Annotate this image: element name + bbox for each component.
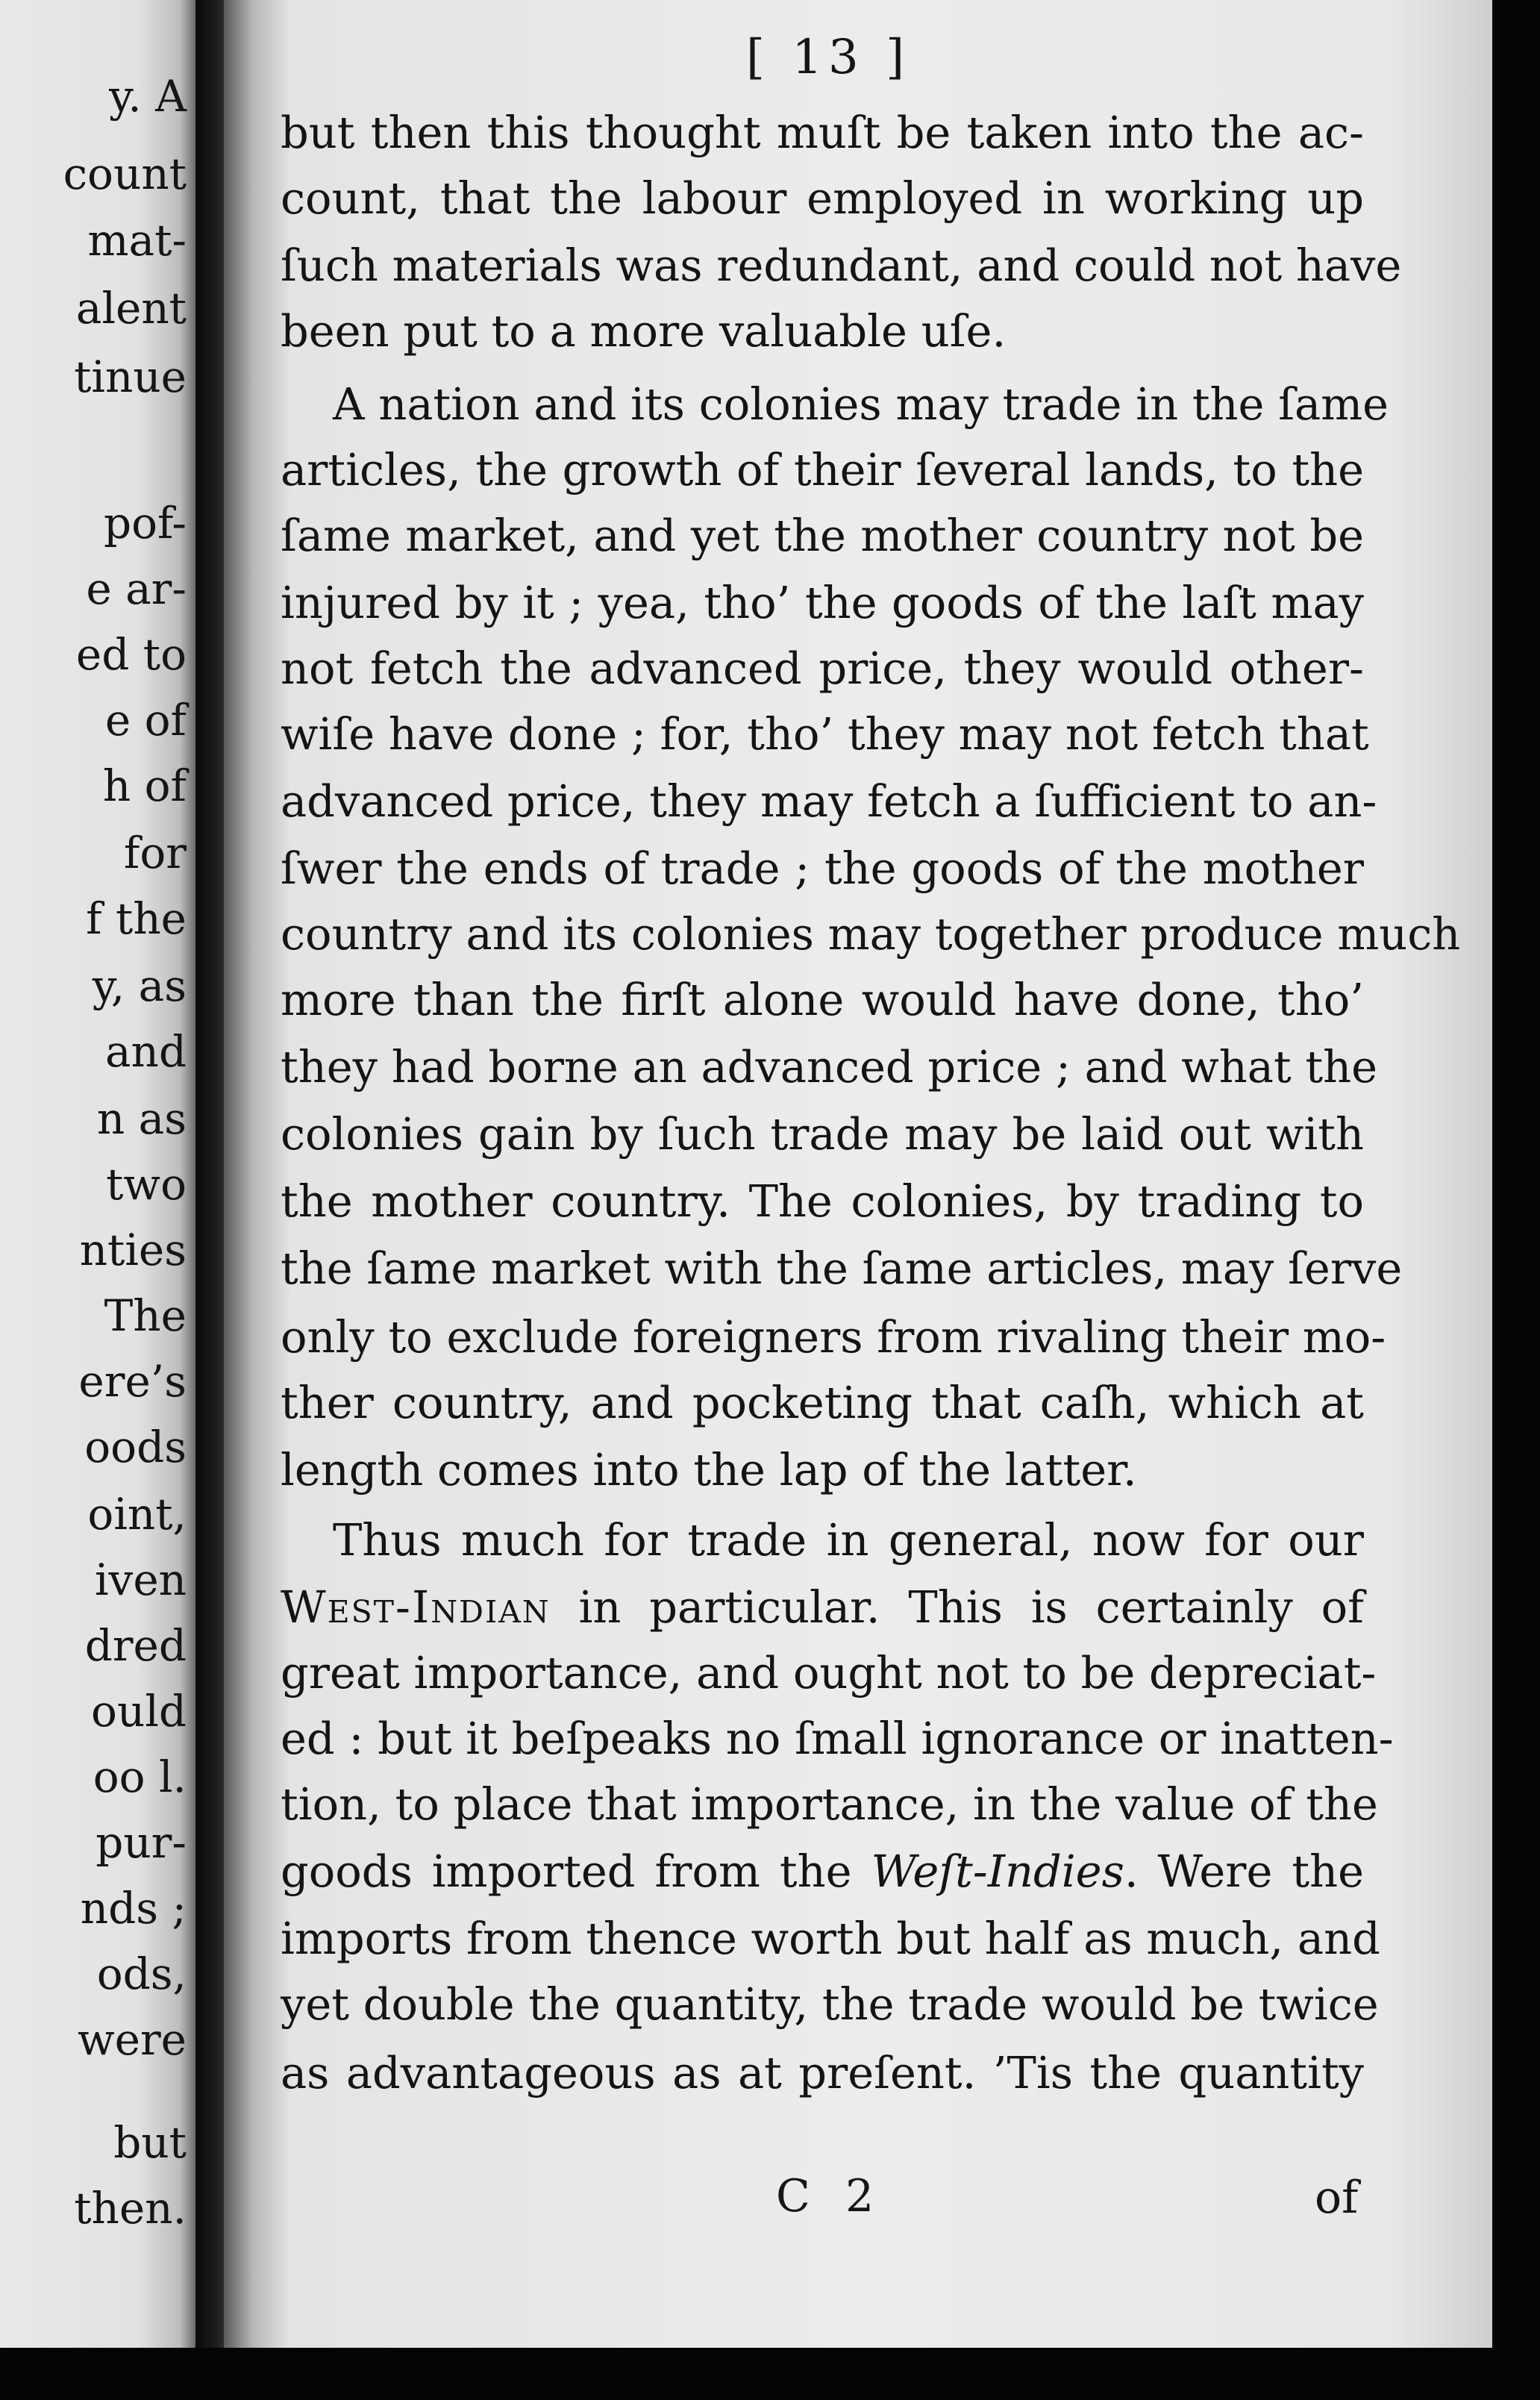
body-line: count, that the labour employed in working up: [281, 172, 1364, 224]
body-line-rest: in particular. This is certainly of: [578, 1581, 1364, 1633]
left-fragment: then.: [74, 2183, 187, 2234]
left-fragment: The: [104, 1290, 187, 1341]
left-fragment: ed to: [75, 629, 187, 680]
left-fragment: ods,: [96, 1949, 187, 1999]
left-fragment: count: [63, 149, 187, 199]
body-line: great importance, and ought not to be depreciat-: [281, 1647, 1377, 1699]
body-line: yet double the quantity, the trade would be twice: [281, 1978, 1379, 2030]
left-fragment: tinue: [74, 351, 187, 402]
signature-mark: C 2: [776, 2170, 885, 2222]
left-fragment: alent: [75, 283, 187, 334]
catchword: of: [1315, 2172, 1359, 2224]
body-line: ther country, and pocketing that caſh, which at: [281, 1377, 1364, 1428]
body-line-end: . Were the: [1124, 1846, 1364, 1897]
body-line: imports from thence worth but half as much, and: [281, 1913, 1380, 1964]
body-line: ſwer the ends of trade ; the goods of the mother: [281, 843, 1364, 894]
left-fragment: iven: [95, 1554, 187, 1605]
left-fragment: y. A: [109, 71, 187, 122]
left-fragment: oods: [84, 1422, 187, 1472]
left-fragment: pur-: [96, 1817, 187, 1868]
body-line: A nation and its colonies may trade in the ſame: [333, 378, 1389, 430]
left-fragment: pof-: [103, 498, 187, 549]
body-line: more than the firſt alone would have done, tho’: [281, 974, 1364, 1025]
body-line: articles, the growth of their ſeveral lands, to the: [281, 444, 1364, 496]
body-line: but then this thought muſt be taken into the ac-: [281, 107, 1364, 158]
left-facing-page: [0, 0, 195, 2348]
page-number: [ 13 ]: [746, 30, 911, 85]
body-line: ed : but it beſpeaks no ſmall ignorance or inatten-: [281, 1713, 1394, 1764]
left-fragment: f the: [86, 893, 187, 944]
body-line: been put to a more valuable uſe.: [281, 305, 1007, 357]
body-line: only to exclude foreigners from rivaling their mo-: [281, 1311, 1386, 1363]
body-line: they had borne an advanced price ; and what the: [281, 1041, 1378, 1093]
body-line: ſuch materials was redundant, and could not have: [281, 240, 1402, 291]
body-line: ſame market, and yet the mother country not be: [281, 510, 1364, 561]
body-line: not fetch the advanced price, they would other-: [281, 643, 1364, 694]
body-line: the mother country. The colonies, by trading to: [281, 1175, 1364, 1227]
body-line: length comes into the lap of the latter.: [281, 1444, 1137, 1496]
body-line: as advantageous as at preſent. ’Tis the quantity: [281, 2047, 1364, 2099]
left-fragment: ere’s: [78, 1356, 187, 1407]
body-line: wiſe have done ; for, tho’ they may not fetch that: [281, 708, 1369, 760]
left-fragment: but: [113, 2117, 187, 2168]
left-fragment: two: [106, 1159, 187, 1210]
left-fragment: nds ;: [80, 1883, 187, 1934]
body-line-start: goods imported from the: [281, 1846, 852, 1897]
body-line: the ſame market with the ſame articles, may ſerve: [281, 1243, 1403, 1294]
left-fragment: ould: [91, 1686, 187, 1737]
left-fragment: nties: [79, 1225, 187, 1275]
left-fragment: h of: [102, 760, 187, 811]
left-fragment: e ar-: [86, 563, 187, 614]
scanner-bottom-edge: [0, 2348, 1540, 2400]
body-line: advanced price, they may fetch a ſufficient to an-: [281, 775, 1377, 827]
left-fragment: for: [123, 828, 187, 878]
left-fragment: mat-: [87, 215, 187, 266]
left-fragment: e of: [104, 695, 187, 746]
left-fragment: y, as: [92, 960, 187, 1011]
body-line: tion, to place that importance, in the value of the: [281, 1778, 1378, 1830]
body-line: Thus much for trade in general, now for our: [333, 1514, 1364, 1566]
left-fragment: oint,: [87, 1489, 187, 1540]
west-indian-smallcaps: West-Indian: [281, 1581, 551, 1633]
body-line-west-indies: [281, 1846, 1364, 1897]
left-fragment: were: [77, 2014, 187, 2065]
west-indies-italic: Weſt-Indies: [871, 1846, 1124, 1897]
left-fragment: n as: [96, 1093, 187, 1144]
body-line: injured by it ; yea, tho’ the goods of the laſt may: [281, 577, 1364, 628]
left-fragment: dred: [84, 1620, 187, 1671]
body-line-west-indian: [281, 1581, 1364, 1633]
body-line: country and its colonies may together produce much: [281, 908, 1461, 960]
body-line: colonies gain by ſuch trade may be laid out with: [281, 1108, 1364, 1160]
left-fragment: oo l.: [93, 1751, 187, 1802]
left-fragment: and: [104, 1026, 187, 1077]
